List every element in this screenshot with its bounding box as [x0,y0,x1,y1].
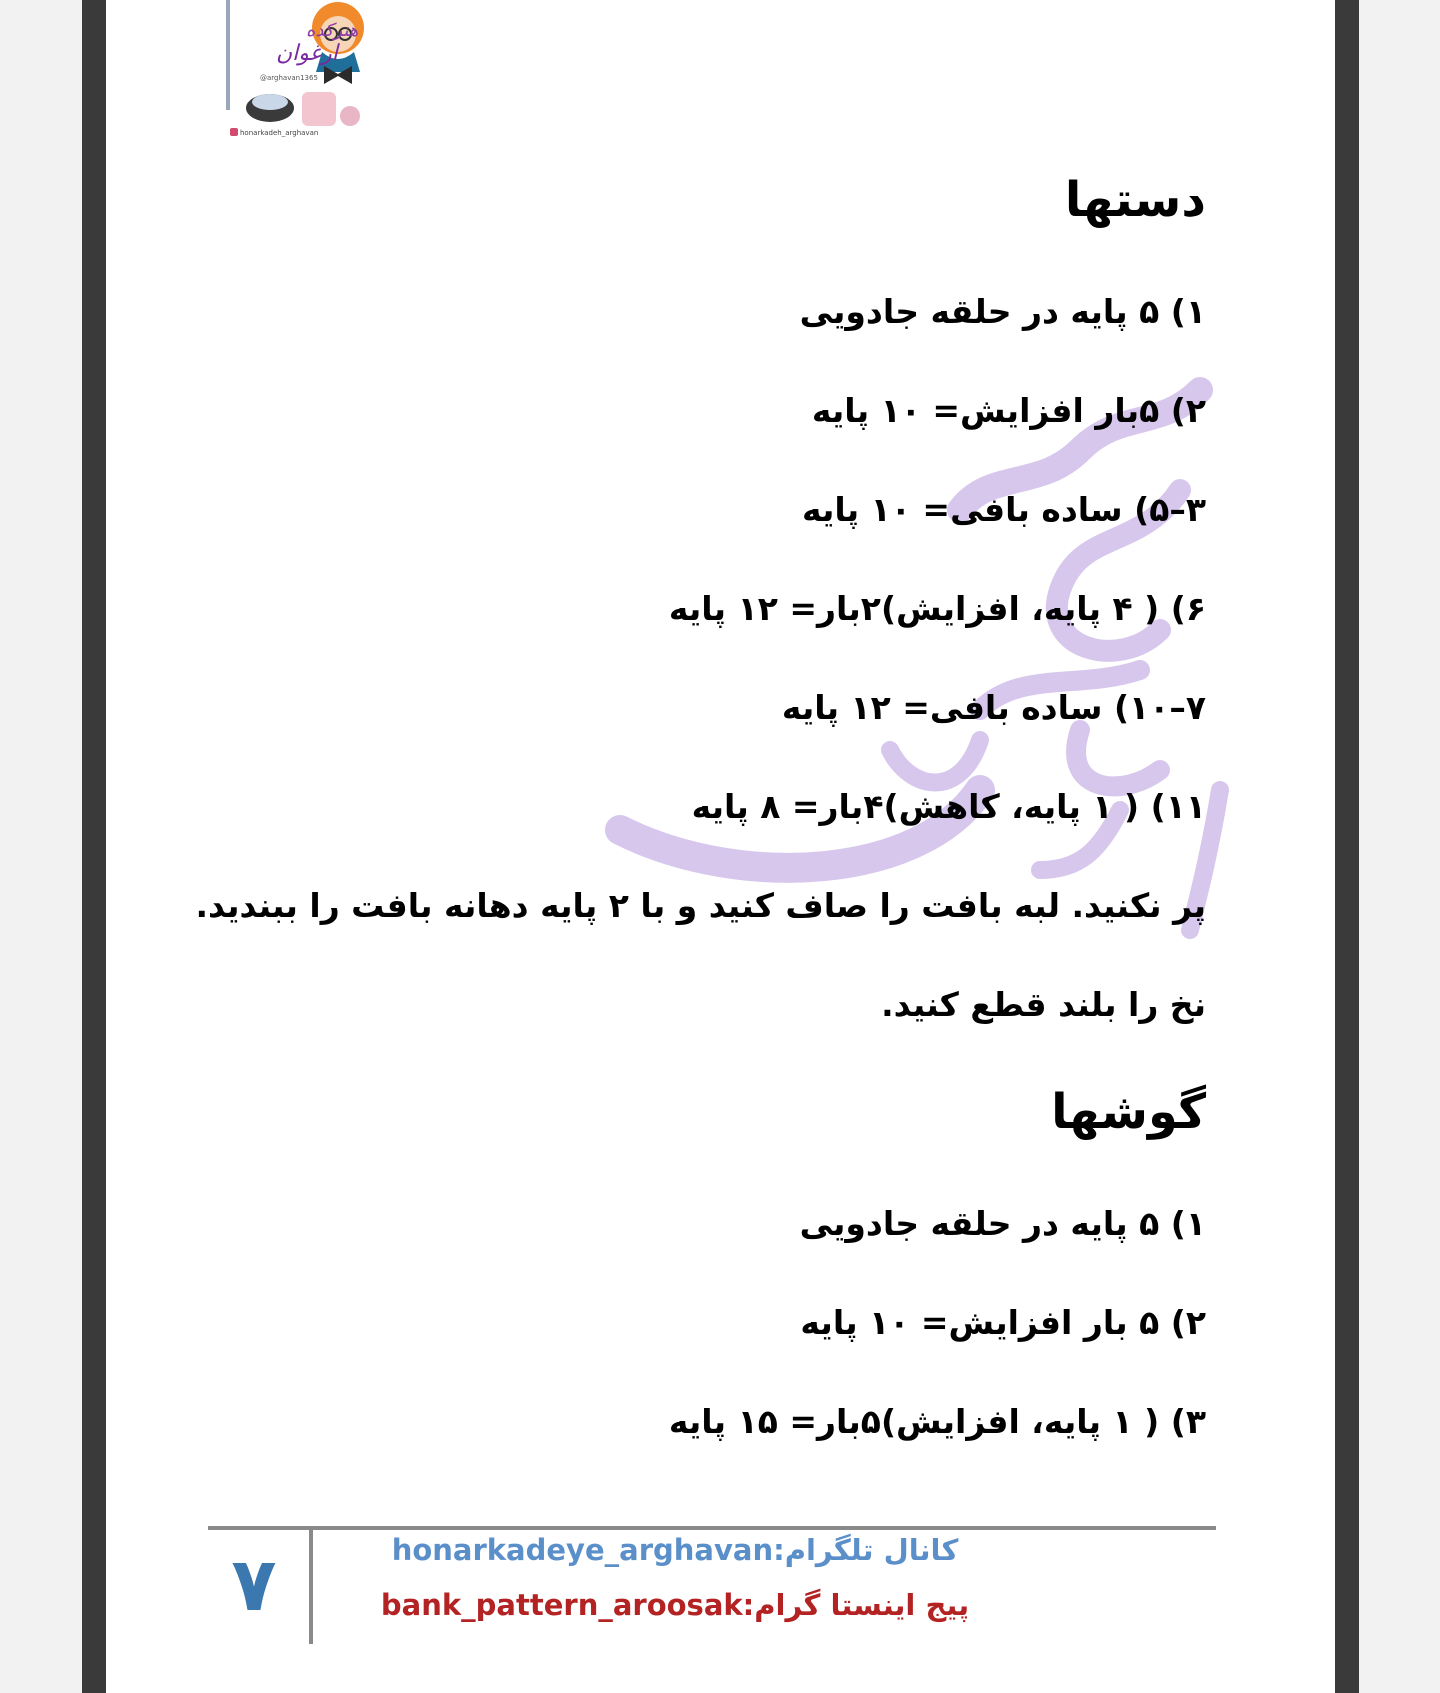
list-item: ۱) ۵ پایه در حلقه جادویی [799,1204,1206,1243]
list-item: ۳–۵) ساده بافی= ۱۰ پایه [801,490,1206,529]
note-text: پر نکنید. لبه بافت را صاف کنید و با ۲ پایه دهانه بافت را ببندید. [195,886,1206,925]
list-item: ۱) ۵ پایه در حلقه جادویی [799,292,1206,331]
left-margin [0,0,82,1693]
page-number: ۷ [231,1542,277,1628]
list-item: ۶) ( ۴ پایه، افزایش)۲بار= ۱۲ پایه [668,589,1206,628]
brand-logo [226,0,390,150]
footer-vertical-divider [309,1528,313,1644]
crochet-doll-logo-icon [226,0,390,150]
logo-handle: @arghavan1365 [260,74,318,82]
instagram-page: پیج اینستا گرام:bank_pattern_aroosak [380,1588,970,1622]
note-text: نخ را بلند قطع کنید. [881,985,1206,1024]
section-title-ears: گوشها [1051,1084,1206,1140]
list-item: ۷–۱۰) ساده بافی= ۱۲ پایه [781,688,1206,727]
instructions [195,170,1206,1499]
left-border [82,0,106,1693]
list-item: ۳) ( ۱ پایه، افزایش)۵بار= ۱۵ پایه [668,1402,1206,1441]
right-border [1335,0,1359,1693]
section-title-hands: دستها [1064,172,1206,228]
list-item: ۱۱) ( ۱ پایه، کاهش)۴بار= ۸ پایه [691,787,1206,826]
list-item: ۲) ۵بار افزایش= ۱۰ پایه [811,391,1206,430]
footer-divider [208,1526,1216,1530]
right-margin [1359,0,1440,1693]
telegram-channel: کانال تلگرام:honarkadeye_arghavan [391,1533,959,1567]
logo-title-2: ارغوان [276,41,338,66]
list-item: ۲) ۵ بار افزایش= ۱۰ پایه [800,1303,1206,1342]
logo-instagram: honarkadeh_arghavan [240,129,319,137]
logo-title-1: هنرکده [306,20,359,41]
